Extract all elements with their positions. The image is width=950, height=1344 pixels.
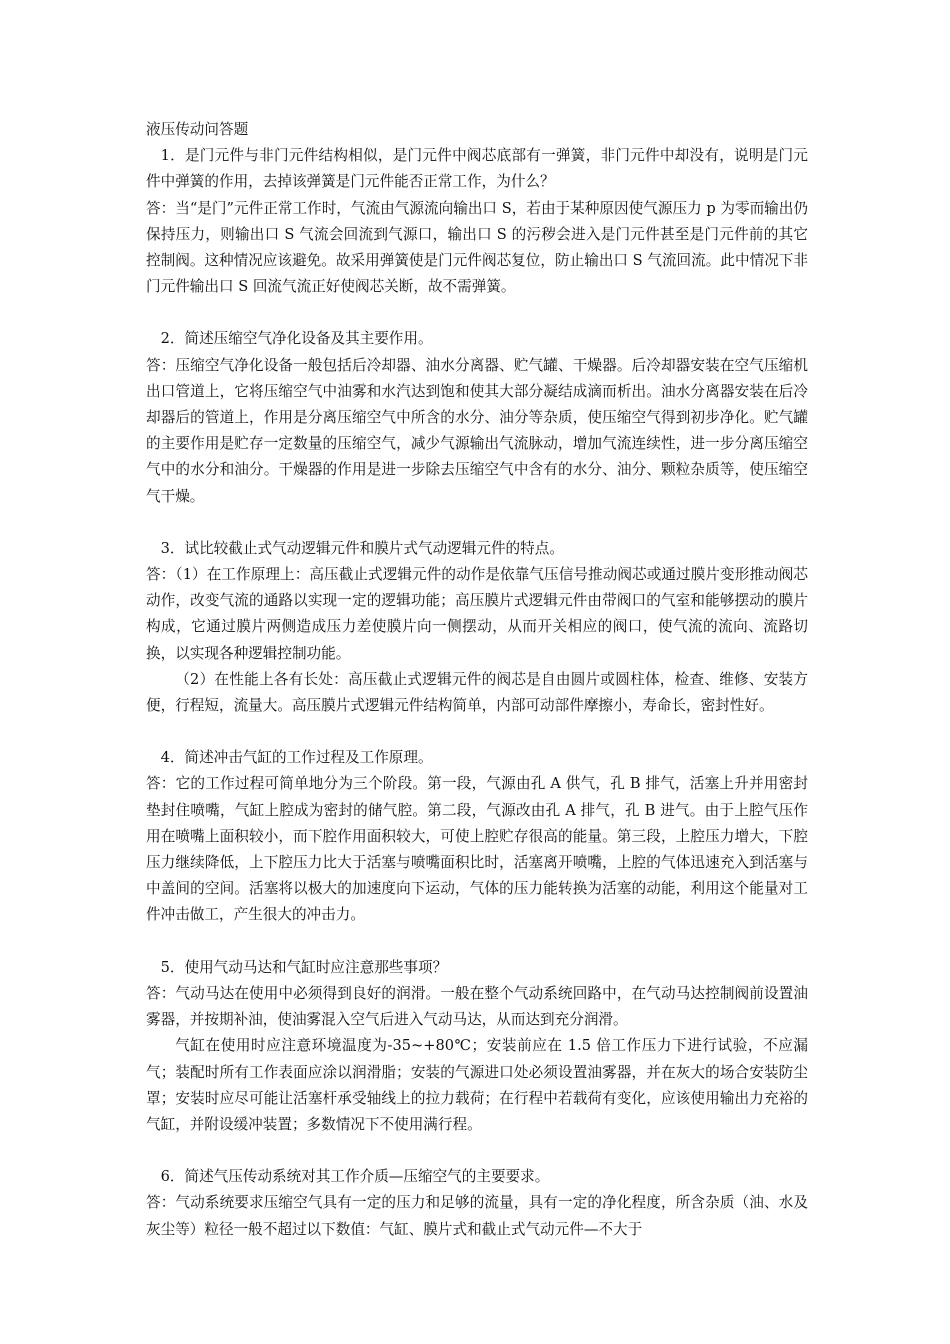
section-gap (146, 300, 808, 326)
document-body (146, 117, 808, 1243)
answer-1: 答：当“是门”元件正常工作时，气流由气源流向输出口 S，若由于某种原因使气源压力 p 为零而输出仍保持压力，则输出口 S 气流会回流到气源口，输出口 S 的污秽会进入是门元件甚至是门元件前的其它控制阀。这种情况应该避免。故采用弹簧使是门元件阀芯复位，防止输出口 S 气流回流。此中情况下非门元件输出口 S 回流气流正好使阀芯关断，故不需弹簧。 (146, 199, 808, 296)
question-2: 2．简述压缩空气净化设备及其主要作用。 (160, 330, 433, 348)
question-1: 1．是门元件与非门元件结构相似，是门元件中阀芯底部有一弹簧，非门元件中却没有，说明是门元件中弹簧的作用，去掉该弹簧是门元件能否正常工作，为什么？ (146, 147, 808, 191)
answer-3-part-2: （2）在性能上各有长处：高压截止式逻辑元件的阀芯是自由圆片或圆柱体，检查、维修、安装方便，行程短，流量大。高压膜片式逻辑元件结构简单，内部可动部件摩擦小，寿命长，密封性好。 (146, 670, 808, 715)
section-gap (146, 719, 808, 745)
section-gap (146, 1138, 808, 1164)
answer-2: 答：压缩空气净化设备一般包括后冷却器、油水分离器、贮气罐、干燥器。后冷却器安装在空气压缩机出口管道上，它将压缩空气中油雾和水汽达到饱和使其大部分凝结成滴而析出。油水分离器安装在后冷却器后的管道上，作用是分离压缩空气中所含的水分、油分等杂质，使压缩空气得到初步净化。贮气罐的主要作用是贮存一定数量的压缩空气，减少气源输出气流脉动，增加气流连续性，进一步分离压缩空气中的水分和油分。干燥器的作用是进一步除去压缩空气中含有的水分、油分、颗粒杂质等，使压缩空气干燥。 (146, 356, 808, 505)
section-gap (146, 929, 808, 955)
answer-5-part-2: 气缸在使用时应注意环境温度为-35~+80℃；安装前应在 1.5 倍工作压力下进行试验，不应漏气；装配时所有工作表面应涂以润滑脂；安装的气源进口处必须设置油雾器，并在灰大的场合安装防尘罩；安装时应尽可能让活塞杆承受轴线上的拉力载荷；在行程中若载荷有变化，应该使用输出力充裕的气缸，并附设缓冲装置；多数情况下不使用满行程。 (146, 1037, 808, 1133)
section-gap (146, 510, 808, 536)
answer-3-part-1: 答：（1）在工作原理上：高压截止式逻辑元件的动作是依靠气压信号推动阀芯或通过膜片变形推动阀芯动作，改变气流的通路以实现一定的逻辑功能；高压膜片式逻辑元件由带阀口的气室和能够摆动的膜片构成，它通过膜片两侧造成压力差使膜片向一侧摆动，从而开关相应的阀口，使气流的流向、流路切换，以实现各种逻辑控制功能。 (146, 566, 808, 662)
question-4: 4．简述冲击气缸的工作过程及工作原理。 (160, 749, 433, 767)
question-5: 5．使用气动马达和气缸时应注意那些事项？ (160, 958, 448, 976)
question-3: 3．试比较截止式气动逻辑元件和膜片式气动逻辑元件的特点。 (160, 539, 564, 557)
answer-5-part-1: 答：气动马达在使用中必须得到良好的润滑。一般在整个气动系统回路中，在气动马达控制阀前设置油雾器，并按期补油，使油雾混入空气后进入气动马达，从而达到充分润滑。 (146, 984, 808, 1029)
answer-4: 答：它的工作过程可简单地分为三个阶段。第一段，气源由孔 A 供气，孔 B 排气，活塞上升并用密封垫封住喷嘴，气缸上腔成为密封的储气腔。第二段，气源改由孔 A 排气，孔 B 进气。由于上腔气压作用在喷嘴上面积较小，而下腔作用面积较大，可使上腔贮存很高的能量。第三段，上腔压力增大，下腔压力继续降低，上下腔压力比大于活塞与喷嘴面积比时，活塞离开喷嘴，上腔的气体迅速充入到活塞与中盖间的空间。活塞将以极大的加速度向下运动，气体的压力能转换为活塞的动能，利用这个能量对工件冲击做工，产生很大的冲击力。 (146, 775, 808, 924)
question-6: 6．简述气压传动系统对其工作介质—压缩空气的主要要求。 (160, 1168, 550, 1186)
answer-6: 答：气动系统要求压缩空气具有一定的压力和足够的流量，具有一定的净化程度，所含杂质（油、水及灰尘等）粒径一般不超过以下数值：气缸、膜片式和截止式气动元件—不大于 (146, 1194, 808, 1238)
document-title: 液压传动问答题 (146, 121, 249, 138)
